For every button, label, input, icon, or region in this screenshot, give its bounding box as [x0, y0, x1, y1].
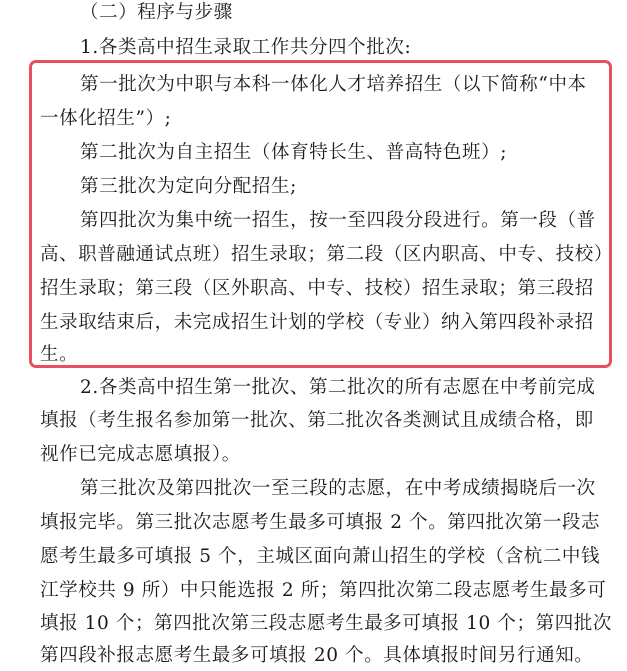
batch4-line5: 生。 — [40, 344, 79, 365]
batch4-line4: 生录取结束后，未完成招生计划的学校（专业）纳入第四段补录招 — [40, 312, 594, 333]
item2-line2: 填报（考生报名参加第一批次、第二批次各类测试且成绩合格，即 — [40, 410, 594, 431]
section-heading: （二）程序与步骤 — [80, 2, 233, 23]
para3-line6: 第四段补报志愿考生最多可填报 20 个。具体填报时间另行通知。 — [40, 645, 594, 666]
item1-title: 1.各类高中招生录取工作共分四个批次: — [80, 37, 412, 58]
para3-line3: 愿考生最多可填报 5 个，主城区面向萧山招生的学校（含杭二中钱 — [40, 546, 601, 567]
batch2-text: 第二批次为自主招生（体育特长生、普高特色班）; — [80, 142, 508, 163]
batch3-text: 第三批次为定向分配招生; — [80, 176, 297, 197]
batch4-line2: 高、职普融通试点班）招生录取；第二段（区内职高、中专、技校） — [40, 244, 614, 265]
batch4-line1: 第四批次为集中统一招生，按一至四段分段进行。第一段（普 — [80, 210, 596, 231]
para3-line5: 填报 10 个；第四批次第三段志愿考生最多可填报 10 个；第四批次 — [40, 613, 613, 634]
batch1-line1: 第一批次为中职与本科一体化人才培养招生（以下简称“中本 — [80, 74, 587, 95]
para3-line4: 江学校共 9 所）中只能选报 2 所；第四批次第二段志愿考生最多可 — [40, 580, 607, 601]
para3-line1: 第三批次及第四批次一至三段的志愿，在中考成绩揭晓后一次 — [80, 478, 596, 499]
para3-line2: 填报完毕。第三批次志愿考生最多可填报 2 个。第四批次第一段志 — [40, 512, 601, 533]
batch1-line2: 一体化招生”）; — [40, 108, 172, 129]
batch4-line3: 招生录取；第三段（区外职高、中专、技校）招生录取；第三段招 — [40, 278, 594, 299]
item2-line1: 2.各类高中招生第一批次、第二批次的所有志愿在中考前完成 — [80, 377, 596, 398]
item2-line3: 视作已完成志愿填报）。 — [40, 444, 241, 465]
